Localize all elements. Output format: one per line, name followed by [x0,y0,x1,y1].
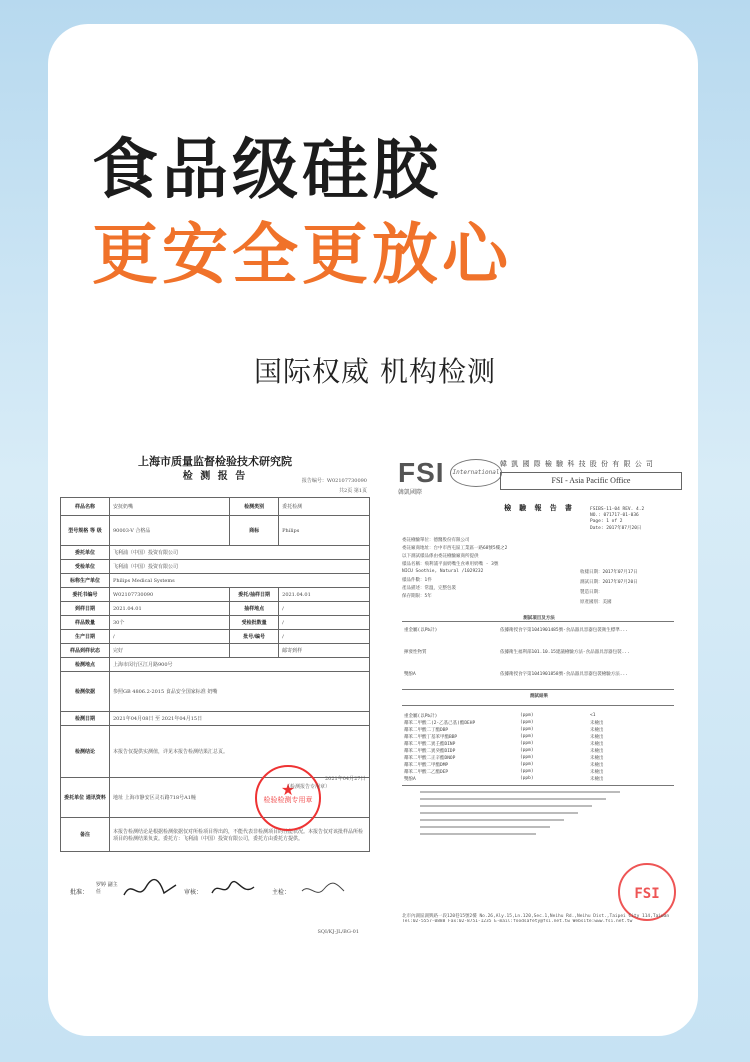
fsi-logo: FSI [398,457,445,488]
row-value: 2021年04月08日 至 2021年04月15日 [110,712,370,726]
row-label: 委托/抽样日期 [230,588,279,602]
subtitle-authority: 国际权威 机构检测 [254,355,496,388]
review-label: 审核： [184,889,203,896]
stamp-text: 检验检测专用章 [263,796,313,804]
report-field-right: 測試日期：2017年07月20日 [580,580,638,585]
method-item: 重金屬(以Pb計) [404,628,438,633]
result-value: 未檢出 [590,735,604,740]
table-row [61,726,370,778]
report-field: 樣品件數：1件 [402,578,432,583]
notes-line [420,833,536,835]
report-field-right: 製造日期： [580,590,603,595]
report-number: 报告编号：W02107730090 [301,478,367,484]
row-label: 抽样地点 [230,602,279,616]
result-value: 未檢出 [590,756,604,761]
table-row [61,498,370,516]
result-item: 鄰苯二甲酸二正辛酯DNOP [404,756,456,761]
report-field: 產品描述：常溫，完整包裝 [402,586,456,591]
row-value: / [110,630,230,644]
signature-inspector [298,877,348,901]
result-item: 鄰苯二甲酸二異癸酯DIDP [404,749,456,754]
report-field: 以下測試樣品係由委託檢驗廠商所提供 [402,554,479,559]
row-label: 备注 [61,818,110,852]
notes-line [420,826,550,828]
result-unit: (ppm) [520,762,534,767]
row-value: 邮寄到样 [279,644,370,658]
row-value: 本报告仅提供实测值，详见本报告检测结果汇总页。 [110,726,370,778]
row-value: Philips [279,516,370,546]
result-item: 雙酚A [404,777,416,782]
company-name: 韓 凱 國 際 檢 驗 科 技 股 份 有 限 公 司 [500,460,654,468]
row-value: W02107730090 [110,588,230,602]
result-unit: (ppb) [520,776,534,781]
signature-row [60,873,370,907]
result-unit: (ppm) [520,769,534,774]
row-value: 上海市闵行区江月路900号 [110,658,370,672]
result-unit: (ppm) [520,720,534,725]
report-field: 樣品名稱：飛利浦平面奶嘴生食專用奶嘴 - 3號 [402,562,499,567]
approver-title: 罗婷 副主任 [96,882,118,895]
table-row [61,588,370,602]
report-field: 委託檢驗單位：德醫股份有限公司 [402,538,470,543]
report-field: 保存期限：5年 [402,594,432,599]
notes-line [420,819,564,821]
result-unit: (ppm) [520,748,534,753]
report-table [60,497,370,852]
result-value: 未檢出 [590,770,604,775]
row-label: 生产日期 [61,630,110,644]
table-rule [402,689,674,690]
table-rule [402,705,674,706]
issue-date: 2021年04月27日 [325,776,366,782]
page-indicator: 共2页 第1页 [339,488,367,494]
row-value: 委托检测 [279,498,370,516]
table-row [61,630,370,644]
result-item: 鄰苯二甲酸二丁酯DBP [404,728,449,733]
row-label: 到样日期 [61,602,110,616]
row-label: 受检单位 [61,560,110,574]
result-item: 重金屬(以Pb計) [404,714,438,719]
fsi-stamp: FSI [618,863,676,921]
row-value: 2021.04.01 [110,602,230,616]
table-row [61,602,370,616]
table-row [61,516,370,546]
result-value: 未檢出 [590,728,604,733]
result-value: 未檢出 [590,749,604,754]
report-field: 委託廠商地址：台中市西屯區工業區一路68號5樓之2 [402,546,508,551]
inspection-report-title: 檢 驗 報 告 書 [504,504,574,512]
inspector-label: 主检： [272,889,291,896]
row-label: 商标 [230,516,279,546]
headline-safer: 更安全更放心 [92,216,512,293]
result-value: 未檢出 [590,721,604,726]
report-meta: Page: 1 of 2 [590,519,623,524]
table-row [61,672,370,712]
result-unit: (ppm) [520,741,534,746]
row-value: 完好 [110,644,230,658]
row-label: 检测类别 [230,498,279,516]
row-label: 委托单位 [61,546,110,560]
approve-label: 批准： [70,889,89,896]
result-unit: (ppm) [520,713,534,718]
row-label: 检测日期 [61,712,110,726]
table-row [61,644,370,658]
address-footer [402,913,678,924]
report-title: 检 测 报 告 [182,471,248,482]
headline-food-grade: 食品级硅胶 [92,131,442,208]
row-label: 委托单位 通讯资料 [61,778,110,818]
row-label: 型号规格 等 级 [61,516,110,546]
signature-approver [120,877,180,901]
sqi-test-report [55,445,375,940]
row-value: 30个 [110,616,230,630]
result-unit: (ppm) [520,727,534,732]
report-meta: NO.: 071717-01-036 [590,513,639,518]
row-value: Philips Medical Systems [110,574,370,588]
row-value: 地址 上海市静安区灵石路718号A1幢 [110,778,370,818]
table-rule [402,785,674,786]
report-meta: Date: 2017年07月20日 [590,526,642,531]
table-row [61,818,370,852]
method-desc: 依據衛授食字第1041901485號-食品器具容器包裝衛生標準... [500,628,628,633]
method-desc: 依據衛生福利部101.10.15建議檢驗方法-食品器具容器包裝... [500,650,630,655]
row-value: 飞利浦（中国）投资有限公司 [110,560,370,574]
row-value: 本报告检测结论是根据检测依据仅对所检项目得出的，不能代表非检测项目的性能状况。本报告仅对该批样品所检项目的检测结果负责。委托方：飞利浦（中国）投资有限公司，委托方由委托方提供。 [110,818,370,852]
office-name: FSI - Asia Pacific Office [500,472,682,490]
row-value: 安抚奶嘴 [110,498,230,516]
row-value: / [279,602,370,616]
row-label: 样品到样状态 [61,644,110,658]
row-label: 批号/编号 [230,630,279,644]
table-row [61,560,370,574]
notes-line [420,805,592,807]
report-meta: FSIBS-11-04 REV. 4.2 [590,507,645,512]
official-stamp: ★ 检验检测专用章 [255,765,321,831]
notes-line [420,791,620,793]
row-value: 90003-V 合格品 [110,516,230,546]
institute-name: 上海市质量监督检验技术研究院 [138,455,292,468]
row-label: 受检批数量 [230,616,279,630]
report-field-right: 原產國別：美國 [580,600,612,605]
row-value: 2021.04.01 [279,588,370,602]
method-item: 雙酚A [404,672,416,677]
row-label: 样品数量 [61,616,110,630]
row-label: 检测地点 [61,658,110,672]
methods-header: 測試項目及方法 [523,616,555,621]
company-address: 北市內湖區湖興路一段120巷15號2樓 No.26,Aly.15,Ln.120,Sec.1,Neihu Rd.,Neihu Dist.,Taipei City 114,Taiwan [402,914,670,919]
result-item: 鄰苯二甲酸丁基苯甲酯BBP [404,735,458,740]
row-value: 飞利浦（中国）投资有限公司 [110,546,370,560]
row-label: 检测结论 [61,726,110,778]
row-label: 检测依据 [61,672,110,712]
row-label: 样品名称 [61,498,110,516]
result-value: 未檢出 [590,777,604,782]
fsi-test-report [390,445,688,940]
result-value: <1 [590,713,596,718]
report-field-right: 收樣日期：2017年07月17日 [580,570,638,575]
signature-reviewer [208,877,258,901]
result-value: 未檢出 [590,742,604,747]
company-contact: Tel:02-5557-0888 Fax:02-8751-1235 E-mail:foodsafety@fsi.net.tw Website:www.fsi.net.tw [402,919,633,924]
row-label [230,644,279,658]
result-value: 未檢出 [590,763,604,768]
table-row [61,546,370,560]
table-row [61,574,370,588]
table-row [61,712,370,726]
row-label: 标称生产单位 [61,574,110,588]
row-label: 委托书编号 [61,588,110,602]
notes-line [420,812,578,814]
report-field: NICU Soothie, Natural /1029232 [402,569,484,574]
result-item: 鄰苯二甲酸二乙酯DEP [404,770,449,775]
table-row [61,616,370,630]
row-value: / [279,630,370,644]
result-unit: (ppm) [520,734,534,739]
results-header: 測試結果 [530,694,548,699]
table-row [61,658,370,672]
stamp-note: （检测报告专用章） [285,784,331,790]
fsi-logo-sub: 韓凱國際 [398,489,423,496]
fsi-oval-logo: International [450,459,502,487]
row-value: 参照GB 4806.2-2015 食品安全国家标准 奶嘴 [110,672,370,712]
result-item: 鄰苯二甲酸二(2-乙基己基)酯DEHP [404,721,476,726]
notes-line [420,798,606,800]
result-item: 鄰苯二甲酸二異壬酯DINP [404,742,456,747]
method-item: 揮發性物質 [404,650,427,655]
table-rule [402,621,674,622]
row-value: / [279,616,370,630]
result-item: 鄰苯二甲酸二甲酯DMP [404,763,449,768]
result-unit: (ppm) [520,755,534,760]
form-number: SQI/KJ-JL/BG-01 [317,929,359,935]
method-desc: 依據衛授食字第1041901858號-食品器具容器包裝檢驗方法... [500,672,628,677]
